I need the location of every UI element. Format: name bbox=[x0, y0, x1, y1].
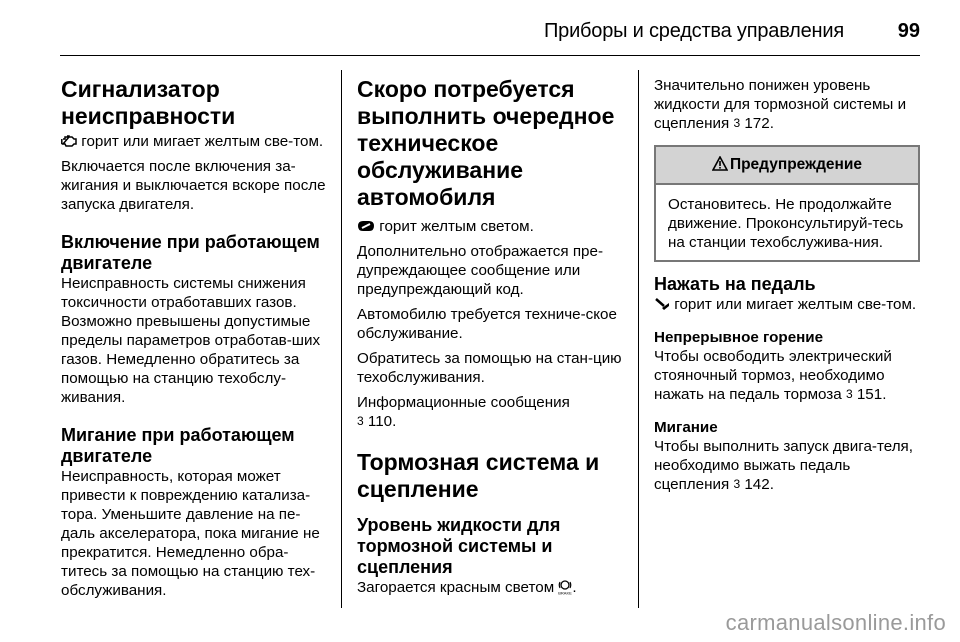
press-pedal-icon bbox=[654, 297, 670, 311]
warning-box bbox=[654, 145, 920, 262]
service-wrench-icon bbox=[357, 219, 375, 233]
svg-text:BRAKE: BRAKE bbox=[558, 590, 573, 595]
column-divider-2 bbox=[638, 70, 639, 608]
page-header-title: Приборы и средства управления bbox=[543, 20, 844, 42]
warning-title: Предупреждение bbox=[729, 156, 863, 173]
brake-fluid-icon bbox=[558, 579, 572, 595]
page-header bbox=[0, 0, 960, 50]
paragraph: горит желтым светом. bbox=[357, 217, 623, 236]
column-3 bbox=[654, 76, 920, 500]
page-reference[interactable]: 172. bbox=[744, 115, 774, 132]
subsection-heading-press-pedal: Нажать на педаль bbox=[654, 274, 816, 294]
subsection-heading-continuous: Непрерывное горение bbox=[654, 329, 824, 346]
section-heading-service: Скоро потребуется выполнить очередное техническое обслуживание автомобиля bbox=[357, 76, 615, 210]
column-2 bbox=[357, 76, 623, 603]
section-heading-brakes: Тормозная система и сцепление bbox=[357, 449, 600, 502]
reference-arrow-icon: 3 bbox=[733, 477, 741, 491]
subsection-heading-flashing: Мигание при работающем двигателе bbox=[61, 425, 295, 466]
page-number: 99 bbox=[897, 20, 920, 42]
page-reference[interactable]: 110. bbox=[367, 413, 397, 430]
paragraph: горит или мигает желтым све-том. bbox=[654, 295, 920, 314]
column-divider-1 bbox=[341, 70, 342, 608]
paragraph: горит или мигает желтым све-том. bbox=[61, 132, 327, 151]
reference-arrow-icon: 3 bbox=[733, 116, 741, 130]
reference-arrow-icon: 3 bbox=[357, 414, 364, 428]
paragraph: Обратитесь за помощью на стан-цию техобслуживания. bbox=[357, 350, 622, 386]
paragraph: Автомобилю требуется техниче-ское обслуживание. bbox=[357, 306, 617, 342]
subsection-heading-fluid-level: Уровень жидкости для тормозной системы и сцепления bbox=[357, 515, 561, 577]
page-reference[interactable]: 151. bbox=[856, 386, 887, 403]
column-1 bbox=[61, 76, 327, 606]
paragraph: Информационные сообщения 3 110. bbox=[357, 394, 570, 430]
engine-check-icon bbox=[61, 134, 77, 148]
reference-arrow-icon: 3 bbox=[845, 387, 853, 401]
paragraph: Загорается красным светом BRAKE . bbox=[357, 579, 577, 596]
paragraph: Неисправность, которая может привести к повреждению катализа-тора. Уменьшите давление на пе-даль акселератора, пока мигание не прекратится. Немедленно обра-титесь за помощью на станцию тех-обслуживания. bbox=[61, 468, 320, 599]
warning-header bbox=[656, 147, 918, 185]
paragraph: Дополнительно отображается пре-дупреждающее сообщение или предупреждающий код. bbox=[357, 243, 604, 298]
paragraph: Включается после включения за-жигания и выключается вскоре после запуска двигателя. bbox=[61, 158, 326, 213]
paragraph: Неисправность системы снижения токсичности отработавших газов. Возможно превышены допустимые пределы параметров отработав-ших газов. Немедленно обратитесь за помощью на станцию техобслу-живания. bbox=[61, 275, 321, 406]
warning-text: Остановитесь. Не продолжайте движение. Проконсультируй-тесь на станции техобслужива-ния. bbox=[668, 196, 904, 251]
page-reference[interactable]: 142. bbox=[744, 476, 774, 493]
paragraph: Чтобы выполнить запуск двига-теля, необходимо выжать педаль сцепления 3 142. bbox=[654, 438, 914, 493]
subsection-heading-flashing: Мигание bbox=[654, 419, 718, 436]
watermark: carmanualsonline.info bbox=[725, 610, 946, 635]
warning-triangle-icon bbox=[712, 149, 728, 185]
paragraph: Значительно понижен уровень жидкости для тормозной системы и сцепления 3 172. bbox=[654, 77, 907, 132]
subsection-heading-steady: Включение при работающем двигателе bbox=[61, 232, 320, 273]
section-heading-malfunction: Сигнализатор неисправности bbox=[61, 76, 236, 129]
paragraph: Чтобы освободить электрический стояночный тормоз, необходимо нажать на педаль тормоза 3 151. bbox=[654, 348, 892, 403]
header-divider bbox=[60, 55, 920, 56]
